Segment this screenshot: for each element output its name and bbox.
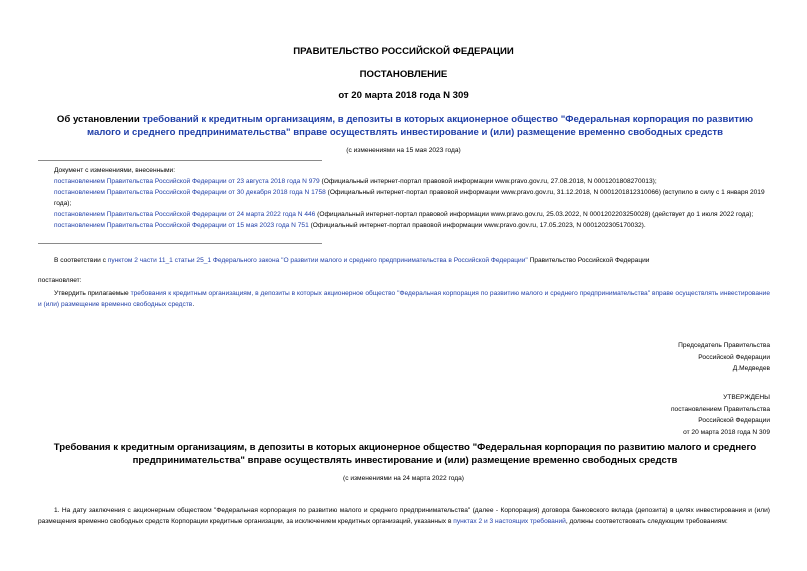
divider-bottom <box>38 243 322 244</box>
signature-block <box>570 340 770 375</box>
header-date: от 20 марта 2018 года N 309 <box>338 90 469 101</box>
document-title <box>40 113 770 139</box>
signature-name: Д.Медведев <box>732 365 770 372</box>
change-link[interactable]: постановлением Правительства Российской Федерации от 24 марта 2022 года N 446 <box>54 211 316 218</box>
divider-top <box>38 160 322 161</box>
change-item: постановлением Правительства Российской Федерации от 30 декабря 2018 года N 1758 (Официальный интернет-портал правовой информации www.pravo.gov.ru, 31.12.2018, N 0001201812310066) (вступило в силу с 1 января 2019 года); <box>54 189 765 207</box>
signature-position: Председатель Правительства <box>678 342 770 349</box>
change-item: постановлением Правительства Российской Федерации от 23 августа 2018 года N 979 (Официальный интернет-портал правовой информации www.pravo.gov.ru, 27.08.2018, N 0001201808270013); <box>54 178 657 185</box>
title-link[interactable]: требований к кредитным организациям, в депозиты в которых акционерное общество "Федеральная корпорация по развитию малого и среднего предпринимательства" вправе осуществлять инвестирование и (или) размещение временно свободных средств <box>86 114 754 138</box>
changes-list <box>54 165 770 231</box>
points-link[interactable]: пунктах 2 и 3 настоящих требований <box>453 518 566 525</box>
changes-intro: Документ с изменениями, внесенными: <box>54 167 176 174</box>
edited-note: (с изменениями на 15 мая 2023 года) <box>346 147 461 154</box>
requirements-link[interactable]: требования к кредитным организациям, в депозиты в которых акционерное общество "Федеральная корпорация по развитию малого и среднего предпринимательства" вправе осуществлять инвестирование и (или) размещение временно свободных средств <box>38 290 770 308</box>
approve-paragraph: Утвердить прилагаемые требования к кредитным организациям, в депозиты в которых акционерное общество "Федеральная корпорация по развитию малого и среднего предпринимательства" вправе осуществлять инвестирование и (или) размещение временно свободных средств. <box>38 290 770 308</box>
change-item: постановлением Правительства Российской Федерации от 24 марта 2022 года N 446 (Официальный интернет-портал правовой информации www.pravo.gov.ru, 25.03.2022, N 0001202203250028) (действует до 1 июля 2022 года); <box>54 211 754 218</box>
approved-date: от 20 марта 2018 года N 309 <box>683 428 770 436</box>
approved-by-2: Российской Федерации <box>698 417 770 424</box>
point-1-paragraph: 1. На дату заключения с акционерным обществом "Федеральная корпорация по развитию малого и среднего предпринимательства" (далее - Корпорация) договора банковского вклада (депозита) в целях инвестирования и (или) размещения временно свободных средств Корпорации кредитные организации, за исключением кредитных организаций, указанных в пунктах 2 и 3 настоящих требований, должны соответствовать следующим требованиям: <box>38 507 770 525</box>
resolves-text: постановляет: <box>38 277 82 284</box>
change-item: постановлением Правительства Российской Федерации от 15 мая 2023 года N 751 (Официальный интернет-портал правовой информации www.pravo.gov.ru, 17.05.2023, N 0001202305170032). <box>54 222 646 229</box>
change-link[interactable]: постановлением Правительства Российской Федерации от 30 декабря 2018 года N 1758 <box>54 189 326 196</box>
approved-block <box>570 392 770 438</box>
edited-note-2: (с изменениями на 24 марта 2022 года) <box>343 475 464 482</box>
approved-label: УТВЕРЖДЕНЫ <box>723 394 770 401</box>
change-link[interactable]: постановлением Правительства Российской Федерации от 23 августа 2018 года N 979 <box>54 178 320 185</box>
change-link[interactable]: постановлением Правительства Российской Федерации от 15 мая 2023 года N 751 <box>54 222 309 229</box>
law-link[interactable]: пунктом 2 части 11_1 статьи 25_1 Федерального закона "О развитии малого и среднего предпринимательства в Российской Федерации" <box>107 257 528 264</box>
requirements-title: Требования к кредитным организациям, в депозиты в которых акционерное общество "Федеральная корпорация по развитию малого и среднего предпринимательства" вправе осуществлять инвестирование и (или) размещение временно свободных средств <box>53 442 757 466</box>
approved-by: постановлением Правительства <box>670 405 770 413</box>
title-prefix: Об установлении <box>56 114 143 125</box>
basis-paragraph: В соответствии с пунктом 2 части 11_1 статьи 25_1 Федерального закона "О развитии малого и среднего предпринимательства в Российской Федерации" Правительство Российской Федерации <box>54 257 650 264</box>
signature-position-2: Российской Федерации <box>698 353 770 361</box>
header-resolution: ПОСТАНОВЛЕНИЕ <box>359 69 448 80</box>
header-government: ПРАВИТЕЛЬСТВО РОССИЙСКОЙ ФЕДЕРАЦИИ <box>293 46 514 57</box>
